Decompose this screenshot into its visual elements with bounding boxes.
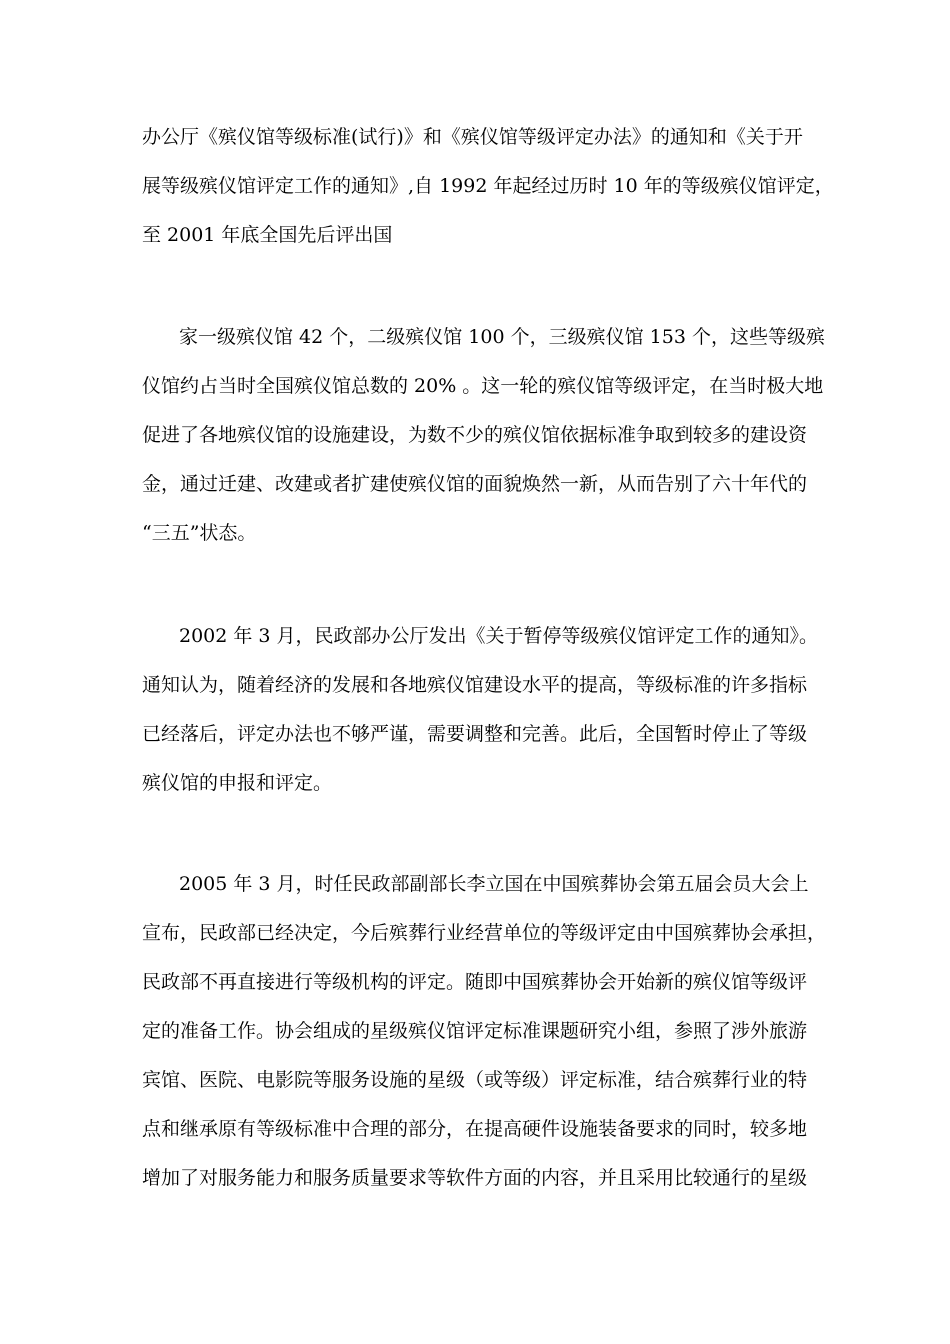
paragraph-2 — [142, 313, 825, 558]
text-line: 2005 年 3 月，时任民政部副部长李立国在中国殡葬协会第五届会员大会上 — [179, 873, 809, 895]
text-line: 2002 年 3 月，民政部办公厅发出《关于暂停等级殡仪馆评定工作的通知》。 — [179, 625, 819, 647]
text-line: 定的准备工作。协会组成的星级殡仪馆评定标准课题研究小组，参照了涉外旅游 — [142, 1020, 808, 1042]
text-line: 宣布，民政部已经决定，今后殡葬行业经营单位的等级评定由中国殡葬协会承担， — [142, 922, 827, 944]
text-line: 增加了对服务能力和服务质量要求等软件方面的内容，并且采用比较通行的星级 — [142, 1167, 808, 1189]
text-line: 办公厅《殡仪馆等级标准(试行)》和《殡仪馆等级评定办法》的通知和《关于开 — [142, 126, 803, 148]
text-line: 至 2001 年底全国先后评出国 — [142, 224, 393, 246]
paragraph-3 — [142, 612, 819, 808]
text-line: 点和继承原有等级标准中合理的部分，在提高硬件设施装备要求的同时，较多地 — [142, 1118, 808, 1140]
text-line: 通知认为，随着经济的发展和各地殡仪馆建设水平的提高，等级标准的许多指标 — [142, 674, 808, 696]
text-line: 民政部不再直接进行等级机构的评定。随即中国殡葬协会开始新的殡仪馆等级评 — [142, 971, 808, 993]
paragraph-1 — [142, 113, 834, 260]
text-line: 金，通过迁建、改建或者扩建使殡仪馆的面貌焕然一新，从而告别了六十年代的 — [142, 473, 808, 495]
text-line: 展等级殡仪馆评定工作的通知》,自 1992 年起经过历时 10 年的等级殡仪馆评定， — [142, 175, 834, 197]
paragraph-4 — [142, 860, 827, 1203]
text-line: 促进了各地殡仪馆的设施建设，为数不少的殡仪馆依据标准争取到较多的建设资 — [142, 424, 808, 446]
text-line: 仪馆约占当时全国殡仪馆总数的 20% 。这一轮的殡仪馆等级评定，在当时极大地 — [142, 375, 824, 397]
text-line: 宾馆、医院、电影院等服务设施的星级（或等级）评定标准，结合殡葬行业的特 — [142, 1069, 808, 1091]
text-line: 家一级殡仪馆 42 个，二级殡仪馆 100 个，三级殡仪馆 153 个，这些等级殡 — [179, 326, 825, 348]
text-line: 已经落后，评定办法也不够严谨，需要调整和完善。此后，全国暂时停止了等级 — [142, 723, 808, 745]
text-line: 殡仪馆的申报和评定。 — [142, 772, 333, 794]
text-line: “三五”状态。 — [142, 522, 257, 544]
